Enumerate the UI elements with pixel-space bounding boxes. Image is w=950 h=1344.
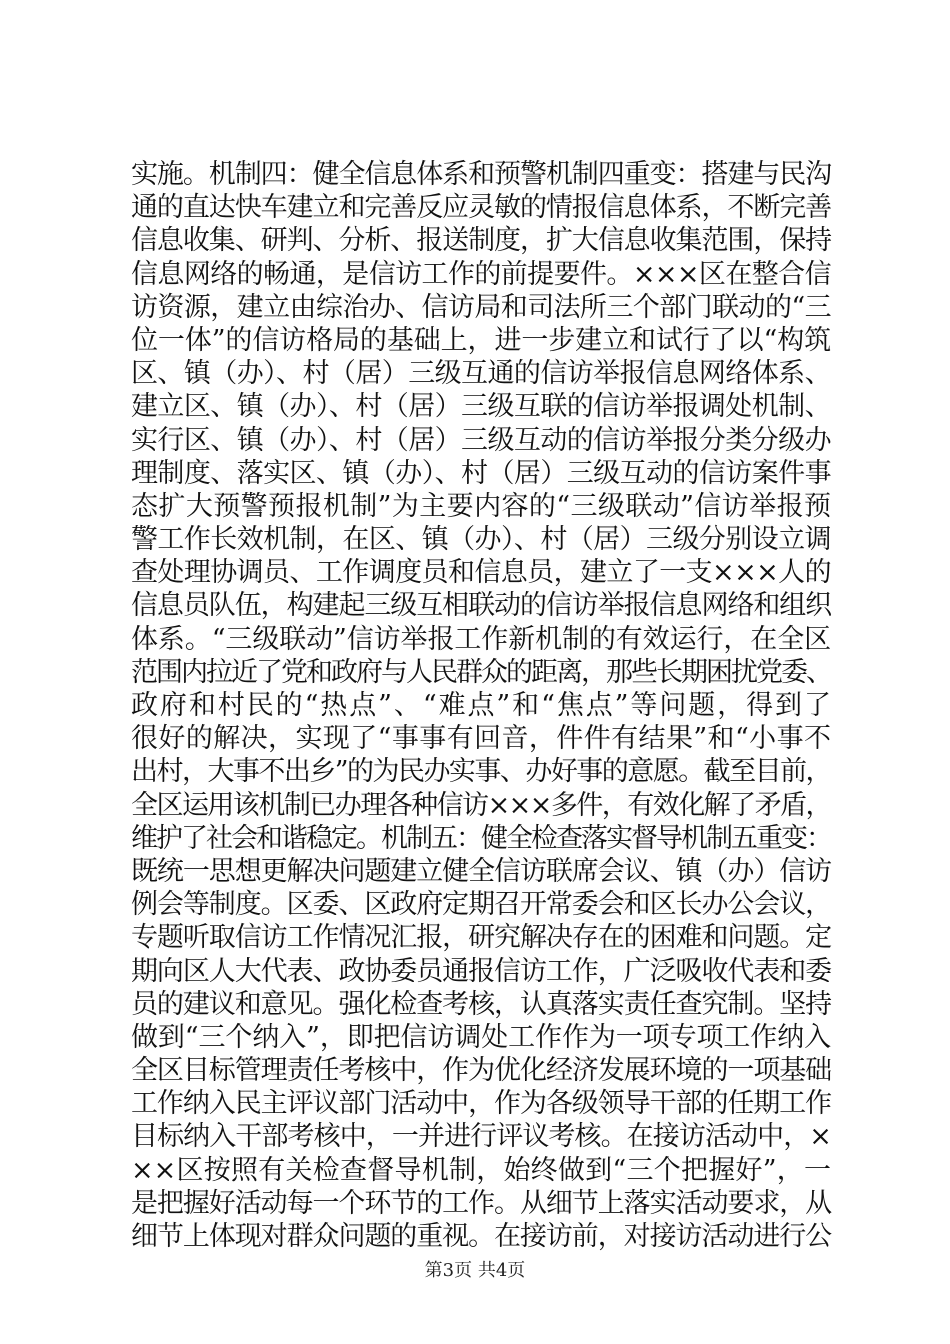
text-line: 工作纳入民主评议部门活动中，作为各级领导干部的任期工作 [131,1088,832,1120]
text-line: 区、镇（办）、村（居）三级互通的信访举报信息网络体系、 [131,358,831,390]
text-line: 位一体”的信访格局的基础上，进一步建立和试行了以“构筑 [131,324,831,356]
text-line: 访资源，建立由综治办、信访局和司法所三个部门联动的“三 [131,291,831,323]
text-line: 体系。“三级联动”信访举报工作新机制的有效运行，在全区 [131,623,831,655]
text-line: 专题听取信访工作情况汇报，研究解决存在的困难和问题。定 [131,922,832,954]
text-line: 很好的解决，实现了“事事有回音，件件有结果”和“小事不 [131,723,831,755]
text-line: 例会等制度。区委、区政府定期召开常委会和区长办公会议， [131,889,832,921]
text-line: 全区运用该机制已办理各种信访×××多件，有效化解了矛盾， [131,789,831,821]
text-line: 实施。机制四：健全信息体系和预警机制四重变：搭建与民沟 [131,159,832,190]
page-footer: 第3页 共4页 [424,1260,526,1281]
body-text [131,158,831,1253]
text-line: 警工作长效机制，在区、镇（办）、村（居）三级分别设立调 [131,524,831,556]
text-line: 理制度、落实区、镇（办）、村（居）三级互动的信访案件事 [131,457,831,489]
text-line: ××区按照有关检查督导机制，始终做到“三个把握好”，一 [131,1154,831,1186]
text-line: 既统一思想更解决问题建立健全信访联席会议、镇（办）信访 [131,855,832,887]
text-line: 建立区、镇（办）、村（居）三级互联的信访举报调处机制、 [131,391,831,423]
text-line: 查处理协调员、工作调度员和信息员，建立了一支×××人的 [131,557,831,589]
text-line: 政府和村民的“热点”、“难点”和“焦点”等问题，得到了 [131,690,831,721]
text-line: 信息收集、研判、分析、报送制度，扩大信息收集范围，保持 [131,225,832,257]
text-line: 出村，大事不出乡”的为民办实事、办好事的意愿。截至目前， [131,756,831,788]
text-line: 目标纳入干部考核中，一并进行评议考核。在接访活动中，× [131,1121,831,1153]
text-line: 员的建议和意见。强化检查考核，认真落实责任查究制。坚持 [131,988,832,1020]
text-line: 做到“三个纳入”，即把信访调处工作作为一项专项工作纳入 [131,1021,831,1053]
text-line: 信息员队伍，构建起三级互相联动的信访举报信息网络和组织 [131,590,832,622]
text-line: 期向区人大代表、政协委员通报信访工作，广泛吸收代表和委 [131,955,832,987]
text-line: 全区目标管理责任考核中，作为优化经济发展环境的一项基础 [131,1055,832,1087]
text-line: 是把握好活动每一个环节的工作。从细节上落实活动要求，从 [131,1187,832,1219]
text-line: 范围内拉近了党和政府与人民群众的距离，那些长期困扰党委、 [131,656,831,688]
text-line: 细节上体现对群众问题的重视。在接访前，对接访活动进行公 [131,1221,832,1252]
text-line: 通的直达快车建立和完善反应灵敏的情报信息体系，不断完善 [131,192,832,224]
text-line: 信息网络的畅通，是信访工作的前提要件。×××区在整合信 [131,258,831,290]
text-line: 实行区、镇（办）、村（居）三级互动的信访举报分类分级办 [131,424,831,456]
text-line: 维护了社会和谐稳定。机制五：健全检查落实督导机制五重变： [131,822,831,854]
text-line: 态扩大预警预报机制”为主要内容的“三级联动”信访举报预 [131,490,831,522]
